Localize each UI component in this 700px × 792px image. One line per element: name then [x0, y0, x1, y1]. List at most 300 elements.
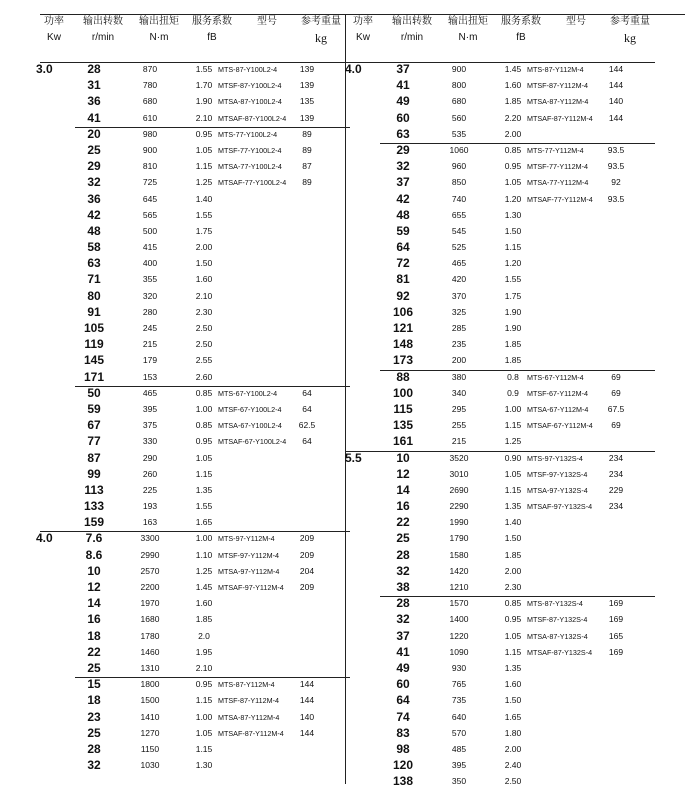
table-row [345, 596, 655, 612]
speed-value: 71 [87, 272, 101, 287]
service-factor-value: 1.85 [504, 549, 522, 560]
speed-value: 8.6 [85, 547, 103, 562]
speed-value: 113 [84, 482, 104, 497]
speed-value: 41 [87, 110, 101, 125]
speed-value: 138 [392, 774, 414, 789]
service-factor-value: 0.90 [504, 452, 522, 463]
torque-value: 1220 [449, 630, 469, 641]
torque-value: 2200 [140, 582, 160, 592]
table-row [345, 434, 655, 450]
table-row [40, 499, 350, 515]
speed-value: 48 [396, 207, 410, 222]
table-row [40, 111, 350, 127]
table-row [345, 240, 655, 256]
torque-value: 1150 [140, 743, 160, 754]
torque-value: 320 [142, 290, 158, 301]
speed-value: 59 [396, 223, 410, 238]
table-row [345, 224, 655, 240]
speed-value: 92 [396, 288, 410, 303]
service-factor-value: 1.05 [195, 144, 213, 155]
table-row [345, 143, 655, 159]
speed-value: 171 [83, 369, 105, 384]
torque-value: 2690 [449, 484, 469, 495]
service-factor-value: 1.55 [195, 209, 213, 220]
weight-value: 209 [299, 533, 315, 544]
speed-value: 28 [396, 547, 410, 562]
torque-value: 355 [142, 274, 158, 285]
weight-value: 144 [299, 695, 315, 706]
table-row [345, 483, 655, 499]
speed-value: 14 [87, 596, 101, 611]
speed-value: 50 [87, 385, 101, 400]
model-value: MTS-97-Y112M-4 [218, 534, 275, 544]
service-factor-value: 1.75 [504, 290, 522, 301]
speed-value: 63 [396, 126, 410, 141]
weight-value: 234 [608, 452, 624, 463]
torque-value: 1030 [140, 760, 160, 771]
table-row [345, 418, 655, 434]
torque-value: 2990 [140, 549, 160, 560]
table-row [40, 127, 350, 143]
table-row [40, 596, 350, 612]
service-factor-value: 2.00 [504, 565, 522, 576]
service-factor-value: 1.90 [195, 96, 213, 107]
power-value: 3.0 [36, 62, 53, 76]
speed-value: 173 [392, 353, 414, 368]
torque-value: 1570 [449, 598, 469, 609]
header-weight-zh: 参考重量 [610, 16, 650, 27]
service-factor-value: 1.40 [504, 517, 522, 528]
table-row [40, 612, 350, 628]
torque-value: 280 [142, 306, 158, 317]
table-row [345, 78, 655, 94]
header-factor [185, 14, 239, 46]
service-factor-value: 2.10 [195, 662, 213, 673]
table-row [40, 726, 350, 742]
model-value: MTSF-87-Y100L2-4 [218, 81, 282, 91]
service-factor-value: 1.20 [504, 258, 522, 269]
torque-value: 153 [142, 371, 158, 382]
weight-value: 144 [608, 64, 624, 74]
header-speed-zh: 输出转数 [83, 16, 123, 27]
speed-value: 7.6 [85, 531, 103, 546]
table-row [40, 353, 350, 369]
weight-value: 93.5 [607, 144, 625, 155]
torque-value: 1400 [449, 614, 469, 625]
torque-value: 500 [142, 225, 158, 236]
model-value: MTS-87-Y100L2-4 [218, 65, 278, 74]
service-factor-value: 1.60 [504, 80, 522, 91]
weight-value: 209 [299, 549, 315, 560]
model-value: MTSA-87-Y112M-4 [218, 712, 280, 722]
torque-value: 740 [451, 193, 467, 204]
torque-value: 725 [142, 177, 158, 188]
weight-value: 144 [608, 112, 624, 123]
torque-value: 1790 [449, 533, 469, 544]
speed-value: 88 [396, 369, 410, 384]
model-value: MTSA-87-Y112M-4 [527, 97, 589, 107]
weight-value: 234 [608, 468, 624, 479]
speed-value: 115 [393, 401, 413, 416]
torque-value: 560 [451, 112, 467, 123]
weight-value: 64 [302, 436, 312, 447]
table-row [345, 467, 655, 483]
model-value: MTSF-87-Y112M-4 [527, 81, 588, 91]
torque-value: 400 [142, 258, 158, 269]
service-factor-value: 0.95 [195, 128, 213, 139]
row-group [345, 370, 655, 451]
speed-value: 80 [87, 288, 101, 303]
speed-value: 105 [83, 321, 105, 335]
service-factor-value: 2.00 [504, 128, 522, 139]
torque-value: 260 [142, 468, 158, 479]
torque-value: 680 [451, 96, 467, 107]
speed-value: 22 [396, 515, 410, 530]
service-factor-value: 1.45 [195, 582, 213, 592]
weight-value: 69 [611, 371, 621, 382]
torque-value: 1580 [449, 549, 469, 560]
service-factor-value: 2.40 [504, 760, 522, 771]
model-value: MTSAF-87-Y132S-4 [527, 647, 593, 657]
service-factor-value: 1.15 [504, 484, 522, 495]
service-factor-value: 1.00 [195, 711, 213, 722]
table-row [345, 111, 655, 127]
torque-value: 245 [142, 323, 158, 333]
torque-value: 850 [451, 177, 467, 188]
torque-value: 295 [451, 403, 467, 414]
torque-value: 655 [451, 209, 467, 220]
table-row [345, 337, 655, 353]
header-weight [603, 14, 657, 46]
table-row [345, 451, 655, 467]
service-factor-value: 1.20 [504, 193, 522, 204]
torque-value: 350 [451, 776, 467, 787]
table-row [40, 661, 350, 677]
weight-value: 209 [299, 582, 315, 592]
weight-value: 69 [611, 420, 621, 431]
service-factor-value: 1.25 [504, 436, 522, 447]
right-header [345, 14, 655, 62]
torque-value: 415 [142, 242, 158, 253]
service-factor-value: 0.95 [504, 161, 522, 172]
speed-value: 28 [87, 62, 101, 76]
table-row [40, 143, 350, 159]
service-factor-value: 1.55 [504, 274, 522, 285]
speed-value: 87 [87, 450, 101, 465]
torque-value: 340 [451, 387, 467, 398]
table-row [36, 62, 350, 78]
table-row [40, 289, 350, 305]
service-factor-value: 2.30 [195, 306, 213, 317]
power-value: 4.0 [345, 62, 362, 76]
table-row [345, 758, 655, 774]
torque-value: 930 [451, 662, 467, 673]
torque-value: 640 [451, 711, 467, 722]
weight-value: 204 [299, 565, 315, 576]
torque-value: 380 [451, 371, 467, 382]
speed-value: 29 [396, 142, 410, 157]
table-row [40, 256, 350, 272]
service-factor-value: 1.45 [504, 64, 522, 74]
service-factor-value: 1.35 [504, 501, 522, 512]
table-row [345, 564, 655, 580]
power-value: 4.0 [36, 531, 53, 546]
speed-value: 81 [396, 272, 410, 287]
header-model-zh: 型号 [566, 16, 586, 27]
speed-value: 16 [396, 499, 410, 514]
table-row [40, 175, 350, 191]
speed-value: 42 [87, 207, 101, 222]
speed-value: 133 [83, 499, 105, 514]
model-value: MTSAF-87-Y100L2-4 [218, 113, 287, 123]
service-factor-value: 1.60 [195, 598, 213, 609]
table-row [345, 645, 655, 661]
weight-value: 64 [302, 387, 312, 398]
speed-value: 37 [396, 628, 410, 643]
torque-value: 1460 [140, 646, 160, 657]
table-row [40, 94, 350, 110]
table-row [40, 386, 350, 402]
service-factor-value: 2.10 [195, 290, 213, 301]
left-header [40, 14, 350, 62]
speed-value: 22 [87, 644, 101, 659]
torque-value: 370 [451, 290, 467, 301]
speed-value: 148 [392, 337, 414, 352]
service-factor-value: 1.15 [195, 695, 213, 706]
model-value: MTS-87-Y112M-4 [218, 680, 275, 690]
speed-value: 32 [87, 175, 101, 190]
speed-value: 12 [87, 580, 101, 594]
weight-value: 62.5 [298, 420, 316, 431]
model-value: MTSF-67-Y100L2-4 [218, 404, 282, 414]
weight-value: 69 [611, 387, 621, 398]
torque-value: 525 [451, 242, 467, 253]
header-factor-zh: 服务系数 [192, 16, 232, 27]
row-group [36, 62, 350, 127]
table-row [40, 434, 350, 450]
torque-value: 980 [142, 128, 158, 139]
header-torque-en: N·m [458, 32, 478, 43]
torque-value: 1310 [140, 662, 160, 673]
table-row [345, 305, 655, 321]
header-torque-zh: 输出扭矩 [139, 16, 179, 27]
speed-value: 120 [392, 758, 414, 773]
weight-value: 93.5 [607, 193, 625, 204]
speed-value: 10 [396, 450, 410, 465]
table-row [40, 418, 350, 434]
service-factor-value: 2.30 [504, 582, 522, 592]
header-torque-zh: 输出扭矩 [448, 16, 488, 27]
table-row [40, 467, 350, 483]
model-value: MTSF-77-Y100L2-4 [218, 145, 282, 155]
model-value: MTSA-67-Y112M-4 [527, 404, 589, 414]
model-value: MTS-77-Y112M-4 [527, 145, 584, 155]
model-value: MTSF-77-Y112M-4 [527, 162, 588, 172]
table-row [345, 159, 655, 175]
torque-value: 465 [142, 387, 158, 398]
right-column [345, 14, 655, 790]
service-factor-value: 1.05 [504, 630, 522, 641]
speed-value: 99 [87, 466, 101, 481]
service-factor-value: 0.85 [195, 420, 213, 431]
service-factor-value: 1.60 [195, 274, 213, 285]
header-torque [441, 14, 495, 46]
torque-value: 375 [142, 420, 158, 431]
service-factor-value: 1.70 [195, 80, 213, 91]
table-row [40, 580, 350, 596]
table-row [345, 677, 655, 693]
torque-value: 465 [451, 258, 467, 269]
torque-value: 780 [142, 80, 158, 91]
torque-value: 1210 [449, 582, 469, 592]
model-value: MTSAF-67-Y100L2-4 [218, 437, 287, 447]
table-row [40, 159, 350, 175]
table-row [345, 580, 655, 596]
header-factor-en: fB [207, 32, 217, 43]
model-value: MTSAF-87-Y112M-4 [527, 113, 593, 123]
service-factor-value: 1.15 [504, 242, 522, 253]
right-groups [345, 62, 655, 790]
weight-value: 169 [608, 646, 624, 657]
service-factor-value: 0.95 [195, 436, 213, 447]
service-factor-value: 1.95 [195, 646, 213, 657]
service-factor-value: 1.15 [504, 420, 522, 431]
speed-value: 74 [396, 709, 410, 724]
torque-value: 215 [451, 436, 467, 447]
model-value: MTS-87-Y132S-4 [527, 599, 583, 609]
speed-value: 32 [87, 758, 101, 773]
torque-value: 1500 [140, 695, 160, 706]
row-group [40, 677, 350, 774]
table-row [40, 208, 350, 224]
table-row [345, 742, 655, 758]
table-row [40, 758, 350, 774]
torque-value: 1410 [140, 711, 160, 722]
speed-value: 10 [87, 563, 101, 578]
table-row [345, 402, 655, 418]
table-row [345, 289, 655, 305]
torque-value: 1270 [140, 727, 160, 738]
model-value: MTSA-97-Y112M-4 [218, 566, 280, 576]
torque-value: 800 [451, 80, 467, 91]
model-value: MTSAF-97-Y132S-4 [527, 502, 593, 512]
table-row [40, 402, 350, 418]
torque-value: 290 [142, 452, 158, 463]
table-row [345, 127, 655, 143]
table-row [345, 272, 655, 288]
service-factor-value: 1.90 [504, 306, 522, 317]
service-factor-value: 1.65 [504, 711, 522, 722]
weight-value: 169 [608, 614, 624, 625]
torque-value: 163 [142, 517, 158, 528]
table-row [345, 62, 655, 78]
weight-value: 89 [302, 144, 312, 155]
table-row [345, 192, 655, 208]
speed-value: 31 [87, 78, 101, 93]
torque-value: 1060 [449, 144, 469, 155]
table-row [345, 774, 655, 790]
speed-value: 49 [396, 94, 410, 109]
service-factor-value: 1.25 [195, 565, 213, 576]
table-row [40, 515, 350, 531]
table-row [345, 256, 655, 272]
torque-value: 485 [451, 743, 467, 754]
header-speed-en: r/min [400, 32, 424, 43]
speed-value: 100 [392, 385, 414, 400]
speed-value: 119 [84, 337, 104, 352]
table-row [345, 531, 655, 547]
service-factor-value: 1.35 [504, 662, 522, 673]
table-row [40, 272, 350, 288]
weight-value: 140 [608, 96, 624, 107]
service-factor-value: 2.50 [504, 776, 522, 787]
model-value: MTSF-97-Y112M-4 [218, 550, 279, 560]
model-value: MTSAF-97-Y112M-4 [218, 583, 284, 592]
weight-value: 144 [608, 80, 624, 91]
header-speed [385, 14, 439, 46]
header-speed-zh: 输出转数 [392, 16, 432, 27]
weight-value: 139 [299, 112, 315, 123]
torque-value: 645 [142, 193, 158, 204]
torque-value: 3300 [140, 533, 160, 544]
left-column [36, 14, 350, 774]
weight-value: 144 [299, 727, 315, 738]
service-factor-value: 1.85 [504, 355, 522, 366]
torque-value: 570 [451, 727, 467, 738]
model-value: MTSAF-67-Y112M-4 [527, 421, 593, 431]
weight-value: 139 [299, 80, 315, 91]
model-value: MTSF-97-Y132S-4 [527, 469, 588, 479]
service-factor-value: 1.75 [195, 225, 213, 236]
table-row [345, 661, 655, 677]
model-value: MTSAF-77-Y100L2-4 [218, 178, 287, 188]
header-factor [494, 14, 548, 46]
torque-value: 395 [142, 403, 158, 414]
speed-value: 28 [87, 741, 101, 756]
table-row [40, 451, 350, 467]
torque-value: 1800 [140, 679, 160, 690]
service-factor-value: 2.00 [504, 743, 522, 754]
table-row [40, 305, 350, 321]
speed-value: 25 [396, 531, 410, 546]
torque-value: 610 [142, 112, 158, 123]
service-factor-value: 0.95 [195, 679, 213, 690]
weight-value: 89 [302, 128, 312, 139]
model-value: MTSAF-77-Y112M-4 [527, 194, 593, 204]
speed-value: 121 [392, 321, 414, 335]
torque-value: 1090 [449, 646, 469, 657]
speed-value: 63 [87, 256, 101, 271]
service-factor-value: 1.85 [504, 96, 522, 107]
service-factor-value: 2.0 [198, 630, 210, 641]
table-row [40, 710, 350, 726]
service-factor-value: 1.05 [195, 452, 213, 463]
service-factor-value: 0.9 [507, 387, 519, 398]
spec-table [36, 14, 685, 789]
speed-value: 28 [396, 596, 410, 611]
model-value: MTSA-87-Y132S-4 [527, 631, 588, 641]
service-factor-value: 0.85 [504, 598, 522, 609]
header-model-zh: 型号 [257, 16, 277, 27]
torque-value: 680 [142, 96, 158, 107]
service-factor-value: 1.50 [195, 258, 213, 269]
header-speed [76, 14, 130, 46]
speed-value: 20 [87, 126, 101, 141]
header-power-zh: 功率 [353, 16, 373, 27]
weight-value: 92 [611, 177, 621, 188]
table-row [40, 742, 350, 758]
model-value: MTSF-67-Y112M-4 [527, 388, 588, 398]
